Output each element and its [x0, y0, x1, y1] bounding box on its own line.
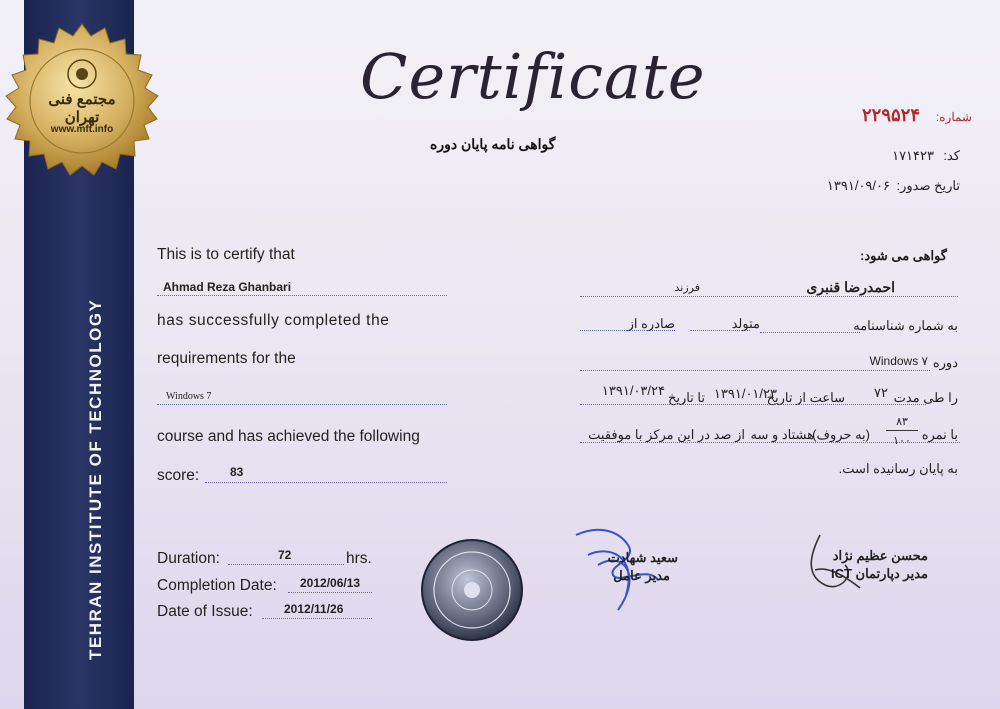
duration-line	[228, 564, 344, 565]
duration-prefix-fa: را طی مدت	[893, 390, 958, 405]
fraction-bar	[886, 430, 918, 431]
course-name: Windows 7	[166, 391, 212, 402]
signature-1-title: مدیر عامل	[613, 568, 670, 583]
duration-value: 72	[278, 548, 292, 562]
score-den-fa: ۱۰۰	[893, 435, 911, 447]
number-label: شماره:	[935, 110, 972, 124]
certificate-subtitle: گواهی نامه پایان دوره	[430, 136, 556, 152]
success-text-fa: در این مرکز با موفقیت	[588, 427, 710, 442]
completion-label: Completion Date:	[157, 577, 277, 594]
born-label-fa: متولد	[731, 316, 760, 331]
certify-text-fa: گواهی می شود:	[860, 248, 947, 263]
number-value: ۲۲۹۵۲۴	[861, 105, 920, 125]
code-value: ۱۷۱۴۲۳	[892, 148, 934, 163]
score-line-fa	[580, 442, 960, 443]
course-value-fa: Windows ۷	[869, 354, 928, 368]
course-line	[157, 404, 447, 405]
from-date-fa: ۱۳۹۱/۰۱/۲۳	[713, 386, 777, 401]
signature-2-name: محسن عظیم نژاد	[832, 548, 928, 563]
date-of-issue-value: 2012/11/26	[284, 602, 344, 616]
score-line	[205, 482, 447, 483]
issue-value-fa: ۱۳۹۱/۰۹/۰۶	[826, 178, 890, 193]
ending-fa: به پایان رسانیده است.	[838, 461, 958, 476]
date-of-issue-label: Date of Issue:	[157, 603, 253, 620]
name-line-fa	[580, 296, 958, 297]
requirements-text: requirements for the	[157, 350, 296, 367]
certify-text: This is to certify that	[157, 246, 295, 263]
signature-2-title: مدیر دپارتمان ICT	[830, 566, 928, 581]
from-hundred-fa: از صد	[713, 427, 745, 442]
duration-value-fa: ۷۲	[874, 385, 888, 400]
seal-url: www.mft.info	[50, 124, 114, 135]
duration-line-fa	[580, 404, 926, 405]
code-label: کد:	[943, 148, 960, 163]
name-fa: احمدرضا قنبری	[806, 279, 895, 295]
course-label-fa: دوره	[932, 355, 958, 370]
to-date-fa: ۱۳۹۱/۰۳/۲۴	[601, 383, 665, 398]
certificate-title: Certificate	[360, 40, 706, 113]
completed-text: has successfully completed the	[157, 312, 390, 329]
score-prefix-fa: با نمره	[921, 427, 958, 442]
completion-value: 2012/06/13	[300, 576, 361, 590]
seal-name: مجتمع فنی تهران	[48, 91, 116, 126]
child-of-fa: فرزند	[674, 282, 700, 294]
hours-from-fa: ساعت از تاریخ	[766, 390, 845, 405]
issue-label-fa: تاریخ صدور:	[896, 178, 960, 193]
words-value-fa: هشتاد و سه	[750, 427, 814, 442]
words-label-fa: (به حروف)	[812, 427, 870, 442]
course-line-fa	[580, 370, 930, 371]
achieved-text: course and has achieved the following	[157, 428, 420, 445]
to-label-fa: تا تاریخ	[667, 390, 705, 405]
silver-seal-icon	[420, 538, 524, 642]
duration-label: Duration:	[157, 550, 220, 567]
name-line	[157, 295, 447, 296]
band-text: TEHRAN INSTITUTE OF TECHNOLOGY	[86, 298, 105, 660]
born-line	[690, 330, 750, 331]
score-value: 83	[230, 465, 244, 479]
signature-1-name: سعید شهادت	[607, 550, 678, 565]
score-num-fa: ۸۳	[896, 416, 908, 428]
recipient-name: Ahmad Reza Ghanbari	[163, 280, 292, 294]
signature-2-icon	[800, 530, 870, 600]
id-label-fa: به شماره شناسنامه	[853, 318, 958, 333]
issued-label-fa: صادره از	[627, 316, 675, 331]
id-line	[760, 332, 860, 333]
score-label: score:	[157, 467, 200, 484]
completion-line	[288, 592, 372, 593]
duration-unit: hrs.	[346, 550, 372, 567]
issued-line	[580, 330, 675, 331]
issue-line	[262, 618, 372, 619]
